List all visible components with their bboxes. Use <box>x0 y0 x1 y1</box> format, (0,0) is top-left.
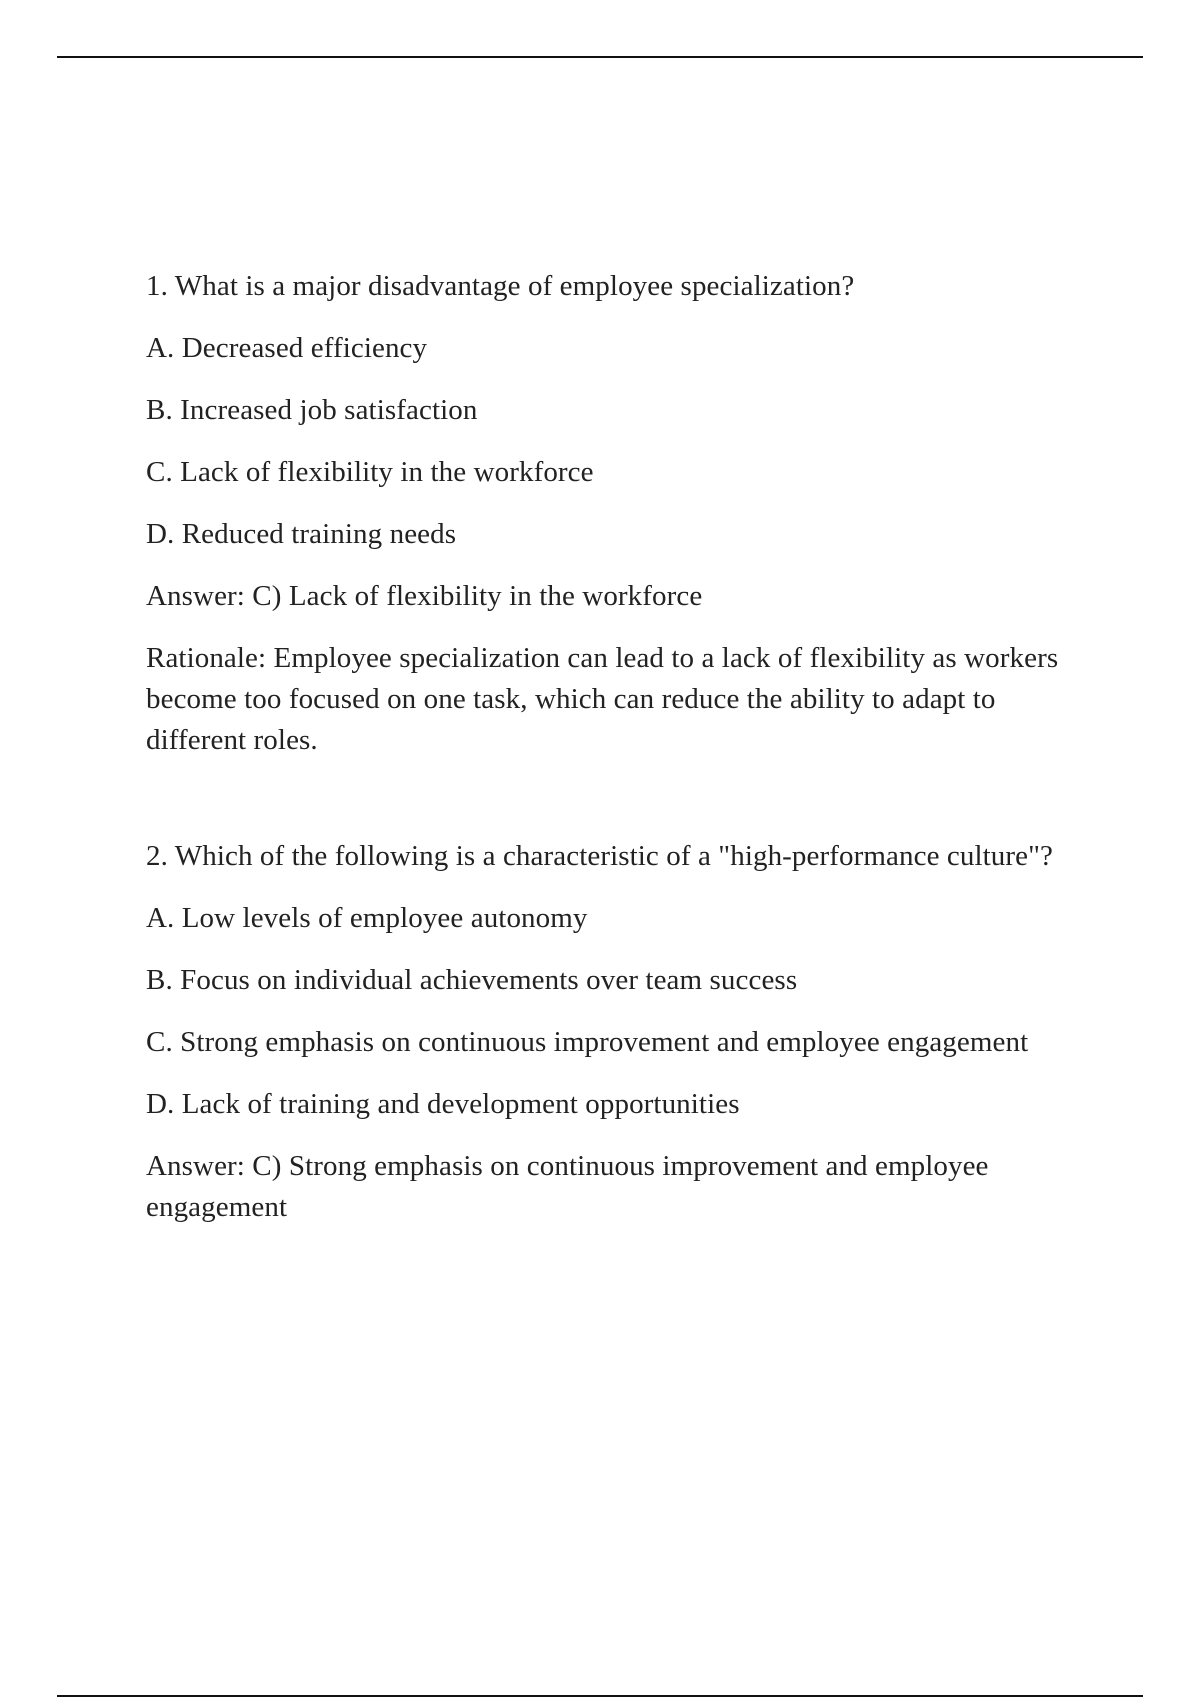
top-rule <box>57 56 1143 58</box>
option-b: B. Focus on individual achievements over team success <box>146 964 798 996</box>
question-text: 1. What is a major disadvantage of employee specialization? <box>146 270 855 302</box>
question-block-1 <box>146 266 1096 761</box>
rationale-text: Rationale: Employee specialization can lead to a lack of flexibility as workers become too focused on one task, which can reduce the ability to adapt to different roles. <box>146 642 1059 756</box>
question-text: 2. Which of the following is a characteristic of a "high-performance culture"? <box>146 840 1054 872</box>
option-a: A. Low levels of employee autonomy <box>146 902 588 934</box>
answer-text: Answer: C) Lack of flexibility in the workforce <box>146 580 703 612</box>
option-a: A. Decreased efficiency <box>146 332 428 364</box>
option-d: D. Reduced training needs <box>146 518 457 550</box>
option-c: C. Strong emphasis on continuous improvement and employee engagement <box>146 1026 1029 1058</box>
answer-text: Answer: C) Strong emphasis on continuous improvement and employee engagement <box>146 1150 989 1223</box>
question-block-2 <box>146 836 1096 1228</box>
bottom-rule <box>57 1695 1143 1697</box>
option-c: C. Lack of flexibility in the workforce <box>146 456 594 488</box>
option-b: B. Increased job satisfaction <box>146 394 478 426</box>
document-body <box>146 266 1096 1249</box>
option-d: D. Lack of training and development opportunities <box>146 1088 740 1120</box>
